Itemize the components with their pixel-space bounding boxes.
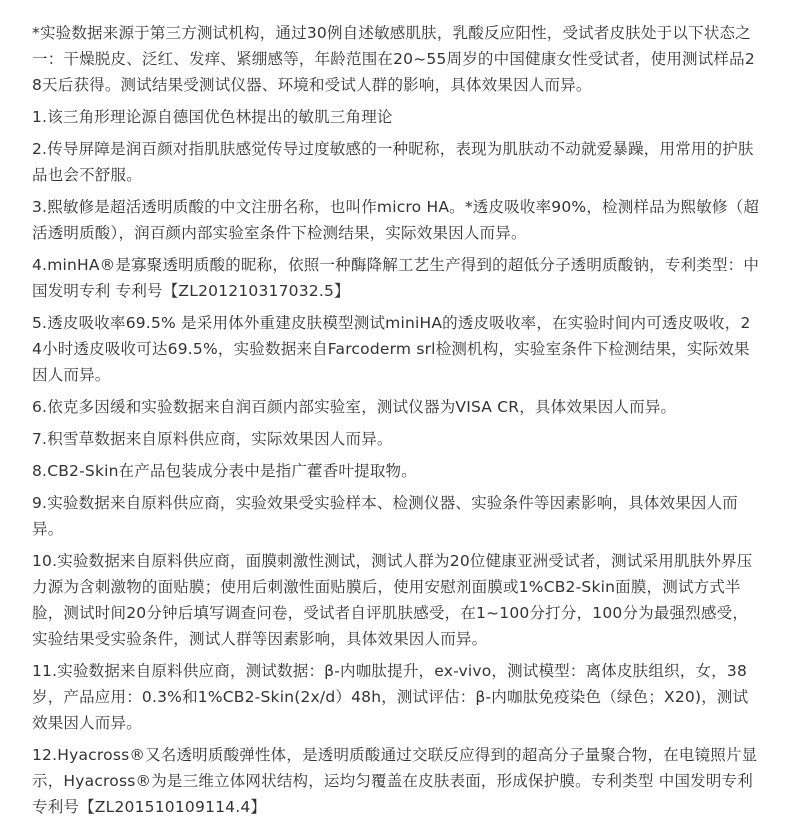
note-10: 10.实验数据来自原料供应商，面膜刺激性测试，测试人群为20位健康亚洲受试者，测试采用肌肤外界压力源为含刺激物的面贴膜；使用后刺激性面贴膜后，使用安慰剂面膜或1%CB2-Skin面膜，测试方式半脸，测试时间20分钟后填写调查问卷，受试者自评肌肤感受，在1~100分打分，100分为最强烈感受，实验结果受实验条件，测试人群等因素影响，具体效果因人而异。 [32,552,753,648]
note-5: 5.透皮吸收率69.5% 是采用体外重建皮肤模型测试miniHA的透皮吸收率，在实验时间内可透皮吸收，24小时透皮吸收可达69.5%，实验数据来自Farcoderm srl检测机构，实验室条件下检测结果，实际效果因人而异。 [32,314,751,384]
note-9: 9.实验数据来自原料供应商，实验效果受实验样本、检测仪器、实验条件等因素影响，具体效果因人而异。 [32,494,738,538]
intro-note: *实验数据来源于第三方测试机构，通过30例自述敏感肌肤，乳酸反应阳性，受试者皮肤处于以下状态之一：干燥脱皮、泛红、发痒、紧绷感等，年龄范围在20~55周岁的中国健康女性受试者，使用测试样品28天后获得。测试结果受测试仪器、环境和受试人群的影响，具体效果因人而异。 [32,24,755,94]
note-1: 1.该三角形理论源自德国优色林提出的敏肌三角理论 [32,108,393,126]
note-4: 4.minHA®是寡聚透明质酸的昵称，依照一种酶降解工艺生产得到的超低分子透明质酸钠，专利类型：中国发明专利 专利号【ZL201210317032.5】 [32,256,760,300]
note-6: 6.依克多因缓和实验数据来自润百颜内部实验室，测试仪器为VISA CR，具体效果因人而异。 [32,398,677,416]
note-2: 2.传导屏障是润百颜对指肌肤感觉传导过度敏感的一种昵称，表现为肌肤动不动就爱暴躁，用常用的护肤品也会不舒服。 [32,140,754,184]
note-8: 8.CB2-Skin在产品包装成分表中是指广藿香叶提取物。 [32,462,417,480]
note-11: 11.实验数据来自原料供应商，测试数据：β-内咖肽提升，ex-vivo，测试模型：离体皮肤组织，女，38岁，产品应用：0.3%和1%CB2-Skin(2x/d）48h，测试评估：β-内咖肽免疫染色（绿色；X20)，测试效果因人而异。 [32,662,749,732]
note-3: 3.熙敏修是超活透明质酸的中文注册名称，也叫作micro HA。*透皮吸收率90%，检测样品为熙敏修（超活透明质酸），润百颜内部实验室条件下检测结果，实际效果因人而异。 [32,198,760,242]
note-12: 12.Hyacross®又名透明质酸弹性体，是透明质酸通过交联反应得到的超高分子量聚合物，在电镜照片显示，Hyacross®为是三维立体网状结构，运均匀覆盖在皮肤表面，形成保护膜。专利类型 中国发明专利 专利号【ZL201510109114.4】 [32,746,758,816]
note-7: 7.积雪草数据来自原料供应商，实际效果因人而异。 [32,430,393,448]
